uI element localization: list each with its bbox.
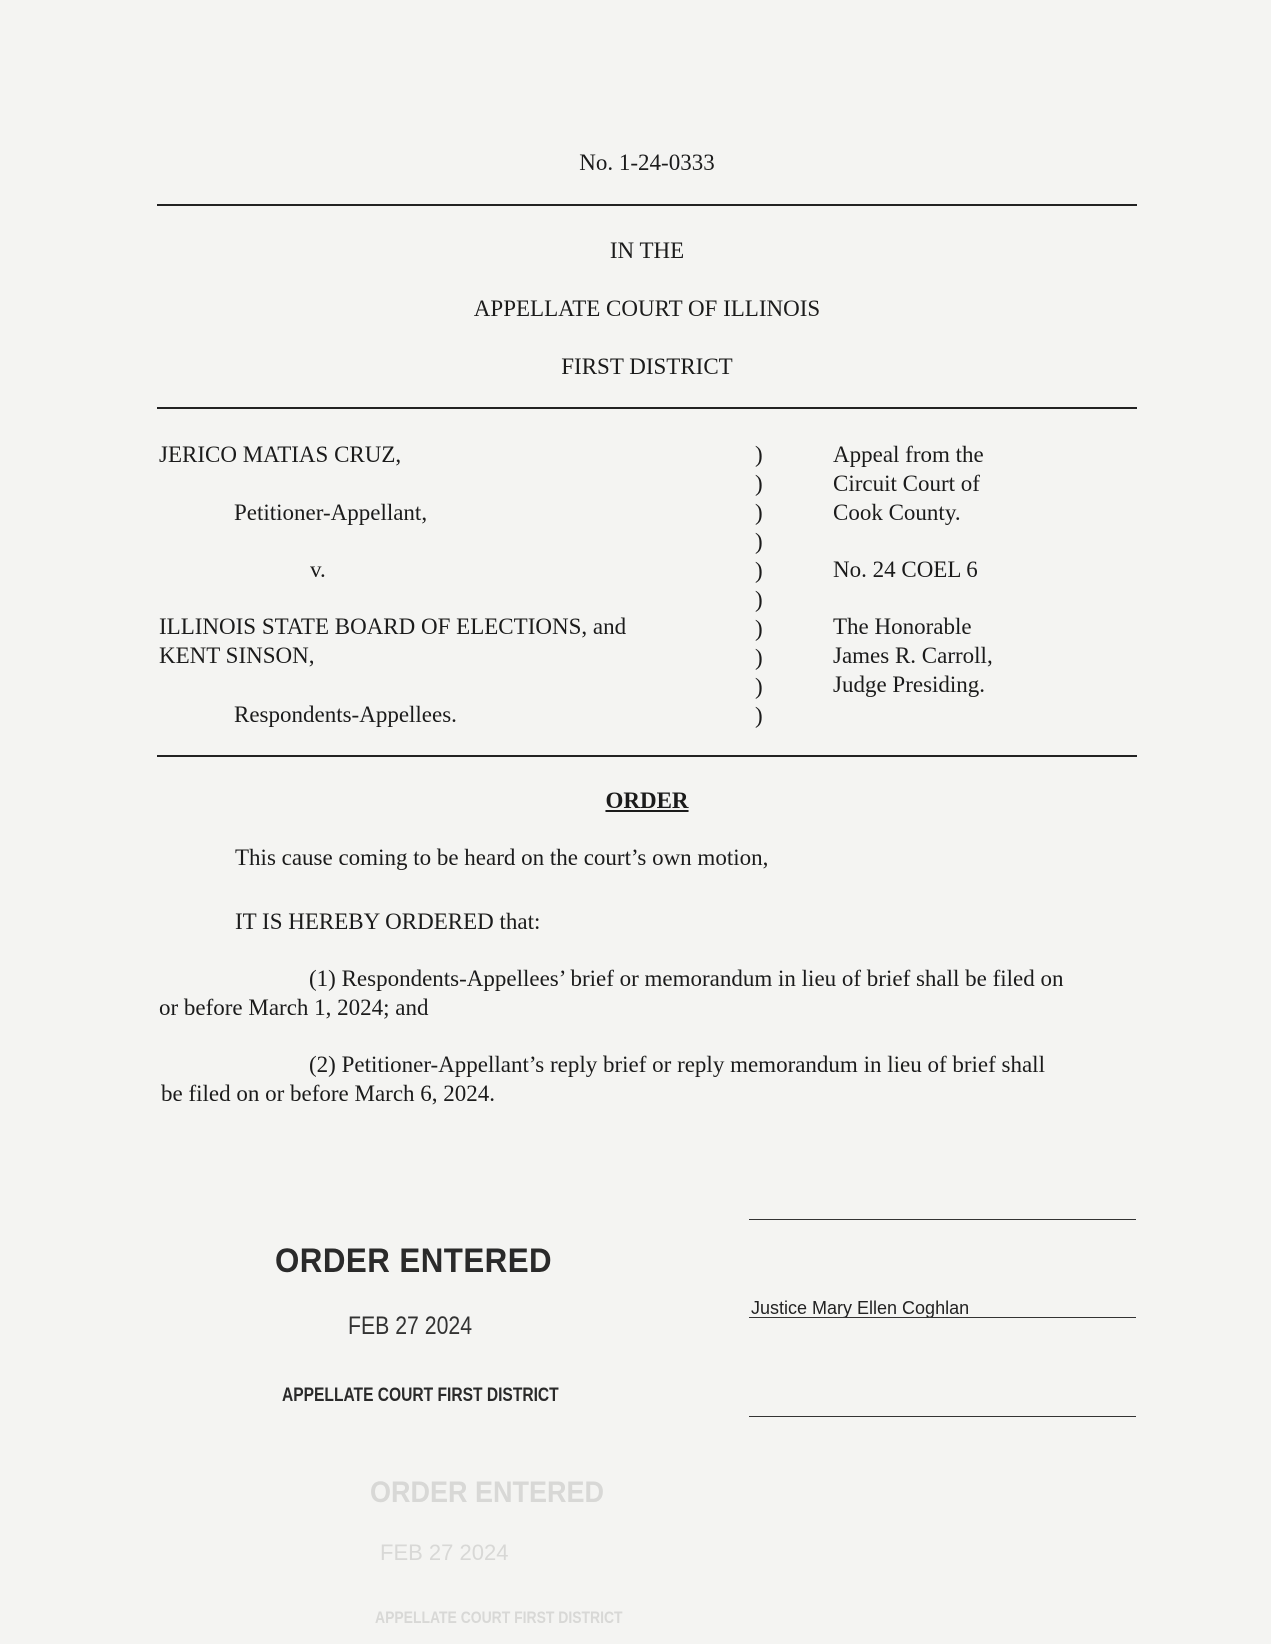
justice-name: Justice Mary Ellen Coghlan bbox=[751, 1298, 970, 1318]
case-number: No. 1-24-0333 bbox=[579, 150, 715, 175]
order-item2-line1: (2) Petitioner-Appellant’s reply brief or reply memorandum in lieu of brief shall bbox=[309, 1052, 1045, 1077]
petitioner-name: JERICO MATIAS CRUZ, bbox=[159, 442, 402, 467]
stamp-court: APPELLATE COURT FIRST DISTRICT bbox=[282, 1385, 559, 1406]
petitioner-role: Petitioner-Appellant, bbox=[234, 500, 428, 525]
respondent-role: Respondents-Appellees. bbox=[234, 702, 457, 727]
appeal-from-line3: Cook County. bbox=[833, 500, 961, 525]
ghost-stamp-title: ORDER ENTERED bbox=[370, 1476, 605, 1509]
order-heading: ORDER bbox=[605, 788, 689, 813]
respondent-line1: ILLINOIS STATE BOARD OF ELECTIONS, and bbox=[159, 614, 627, 639]
top-rule bbox=[157, 204, 1137, 206]
ghost-stamp-court: APPELLATE COURT FIRST DISTRICT bbox=[375, 1608, 623, 1627]
judge-line2: James R. Carroll, bbox=[833, 643, 993, 668]
court-heading-line3: FIRST DISTRICT bbox=[561, 354, 733, 379]
order-item1-line2: or before March 1, 2024; and bbox=[159, 995, 429, 1020]
caption-top-rule bbox=[157, 407, 1137, 409]
order-intro: This cause coming to be heard on the court’s own motion, bbox=[235, 845, 769, 870]
judge-line3: Judge Presiding. bbox=[833, 672, 986, 697]
order-item2-line2: be filed on or before March 6, 2024. bbox=[161, 1081, 496, 1106]
appeal-from-line2: Circuit Court of bbox=[833, 471, 980, 496]
stamp-date: FEB 27 2024 bbox=[348, 1312, 473, 1340]
respondent-line2: KENT SINSON, bbox=[159, 643, 315, 668]
signature-line-3 bbox=[749, 1416, 1136, 1417]
signature-line-2 bbox=[749, 1317, 1136, 1318]
appeal-from-line1: Appeal from the bbox=[833, 442, 984, 467]
court-heading-line1: IN THE bbox=[609, 238, 685, 263]
ghost-stamp-date: FEB 27 2024 bbox=[380, 1540, 509, 1565]
stamp-title: ORDER ENTERED bbox=[275, 1242, 553, 1280]
caption-bottom-rule bbox=[157, 755, 1137, 757]
order-directive: IT IS HEREBY ORDERED that: bbox=[235, 909, 541, 934]
caption-divider: ) ) ) ) ) ) ) ) ) ) bbox=[755, 442, 763, 728]
order-item1-line1: (1) Respondents-Appellees’ brief or memorandum in lieu of brief shall be filed on bbox=[309, 966, 1064, 991]
trial-case-number: No. 24 COEL 6 bbox=[833, 557, 978, 582]
signature-line-1 bbox=[749, 1219, 1136, 1220]
versus: v. bbox=[310, 557, 326, 582]
judge-line1: The Honorable bbox=[833, 614, 972, 639]
court-heading-line2: APPELLATE COURT OF ILLINOIS bbox=[473, 296, 821, 321]
